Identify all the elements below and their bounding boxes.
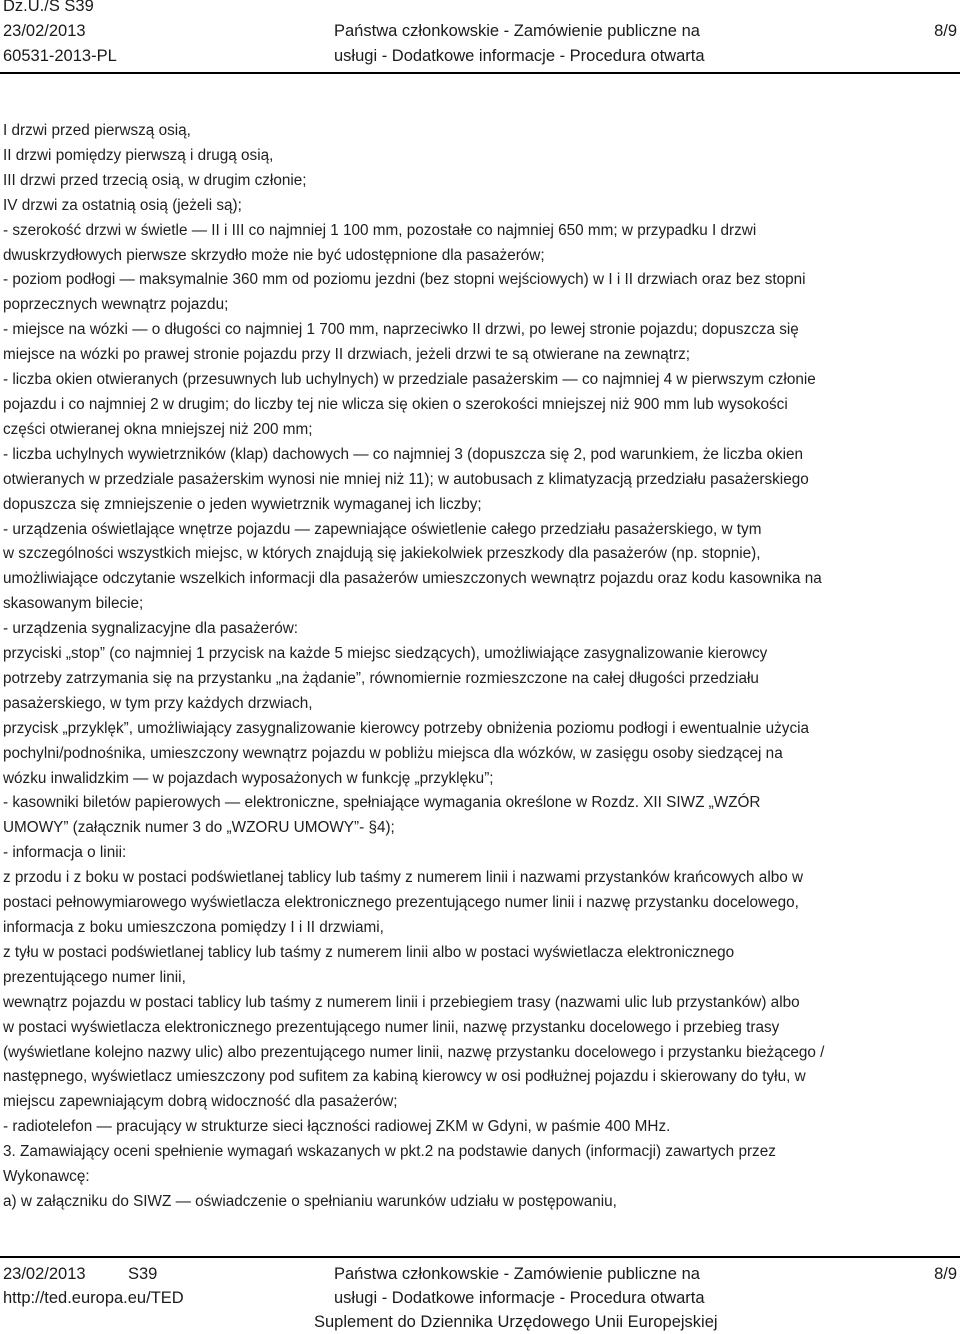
text-line: - urządzenia oświetlające wnętrze pojazdu — zapewniające oświetlenie całego przedziału pasażerskiego, w tym	[3, 520, 762, 538]
footer-supplement: Suplement do Dziennika Urzędowego Unii Europejskiej	[314, 1313, 718, 1331]
text-line: II drzwi pomiędzy pierwszą i drugą osią,	[3, 146, 274, 164]
journal-reference: Dz.U./S S39	[3, 0, 94, 15]
text-line: Wykonawcę:	[3, 1168, 90, 1186]
text-line: wózku inwalidzkim — w pojazdach wyposażonych w funkcję „przyklęku”;	[3, 769, 494, 787]
text-line: w postaci wyświetlacza elektronicznego prezentującego numer linii, nazwę przystanku docelowego i przebieg trasy	[3, 1018, 780, 1036]
text-line: informacja z boku umieszczona pomiędzy I i II drzwiami,	[3, 919, 384, 936]
text-line: z przodu i z boku w postaci podświetlanej tablicy lub taśmy z numerem linii i nazwami przystanków krańcowych albo w	[3, 869, 804, 887]
text-line: przyciski „stop” (co najmniej 1 przycisk na każde 5 miejsc siedzących), umożliwiające zasygnalizowanie kierowcy	[3, 645, 768, 663]
text-line: następnego, wyświetlacz umieszczony pod sufitem za kabiną kierowcy w osi podłużnej pojazdu i skierowany do tyłu, w	[3, 1068, 806, 1086]
footer-title-line-1: Państwa członkowskie - Zamówienie publiczne na	[334, 1265, 700, 1283]
text-line: UMOWY” (załącznik numer 3 do „WZORU UMOWY”- §4);	[3, 819, 395, 837]
text-line: IV drzwi za ostatnią osią (jeżeli są);	[3, 196, 242, 214]
text-line: I drzwi przed pierwszą osią,	[3, 122, 191, 139]
text-line: pasażerskiego, w tym przy każdych drzwiach,	[3, 694, 313, 712]
text-line: III drzwi przed trzecią osią, w drugim członie;	[3, 171, 307, 189]
text-line: z tyłu w postaci podświetlanej tablicy lub taśmy z numerem linii albo w postaci wyświetlacza elektronicznego	[3, 943, 735, 961]
header-rule	[0, 72, 960, 74]
footer-url[interactable]: http://ted.europa.eu/TED	[3, 1289, 184, 1307]
text-line: - radiotelefon — pracujący w strukturze sieci łączności radiowej ZKM w Gdyni, w paśmie 400 MHz.	[3, 1118, 671, 1136]
header-date: 23/02/2013	[3, 22, 86, 40]
text-line: pojazdu i co najmniej 2 w drugim; do liczby tej nie wlicza się okien o szerokości mniejszej niż 900 mm lub wysokości	[3, 395, 788, 413]
text-line: - poziom podłogi — maksymalnie 360 mm od poziomu jezdni (bez stopni wejściowych) w I i II drzwiach oraz bez stopni	[3, 271, 806, 289]
text-line: umożliwiające odczytanie wszelkich informacji dla pasażerów umieszczonych wewnątrz pojazdu oraz kodu kasownika na	[3, 570, 822, 588]
text-line: (wyświetlane kolejno nazwy ulic) albo prezentującego numer linii, nazwę przystanku docelowego i przystanku bieżącego /	[3, 1043, 825, 1061]
text-line: pochylni/podnośnika, umieszczony wewnątrz pojazdu w pobliżu miejsca dla wózków, w zasięgu osoby siedzącej na	[3, 744, 783, 762]
text-line: postaci pełnowymiarowego wyświetlacza elektronicznego prezentującego numer linii i nazwę przystanku docelowego,	[3, 894, 799, 912]
header-title-line-2: usługi - Dodatkowe informacje - Procedura otwarta	[334, 47, 705, 65]
footer-rule	[0, 1256, 960, 1258]
text-line: - liczba uchylnych wywietrzników (klap) dachowych — co najmniej 3 (dopuszcza się 2, pod warunkiem, że liczba okien	[3, 445, 804, 463]
header-title-line-1: Państwa członkowskie - Zamówienie publiczne na	[334, 22, 700, 40]
text-line: prezentującego numer linii,	[3, 968, 186, 986]
text-line: - szerokość drzwi w świetle — II i III co najmniej 1 100 mm, pozostałe co najmniej 650 mm; w przypadku I drzwi	[3, 221, 757, 239]
text-line: części otwieranej okna mniejszej niż 200 mm;	[3, 420, 313, 438]
document-body	[3, 119, 957, 1215]
text-line: wewnątrz pojazdu w postaci tablicy lub taśmy z numerem linii i przebiegiem trasy (nazwami ulic lub przystanków) albo	[3, 993, 800, 1011]
footer-page-number: 8/9	[934, 1265, 957, 1283]
text-line: poprzecznych wewnątrz pojazdu;	[3, 296, 229, 314]
text-line: dwuskrzydłowych pierwsze skrzydło może nie być udostępnione dla pasażerów;	[3, 246, 545, 264]
text-line: - kasowniki biletów papierowych — elektroniczne, spełniające wymagania określone w Rozdz. XII SIWZ „WZÓR	[3, 794, 761, 812]
text-line: skasowanym bilecie;	[3, 595, 144, 613]
text-line: - urządzenia sygnalizacyjne dla pasażerów:	[3, 620, 299, 638]
text-line: przycisk „przyklęk”, umożliwiający zasygnalizowanie kierowcy potrzeby obniżenia poziomu podłogi i ewentualnie użycia	[3, 719, 809, 737]
footer-issue: S39	[128, 1265, 158, 1283]
text-line: otwieranych w przedziale pasażerskim wynosi nie mniej niż 11); w autobusach z klimatyzacją przedziału pasażerskiego	[3, 470, 809, 488]
text-line: - informacja o linii:	[3, 844, 127, 862]
text-line: - liczba okien otwieranych (przesuwnych lub uchylnych) w przedziale pasażerskim — co najmniej 4 w pierwszym członie	[3, 371, 816, 389]
text-line: dopuszcza się zmniejszenie o jeden wywietrznik wymaganej ich liczby;	[3, 495, 482, 513]
text-line: 3. Zamawiający oceni spełnienie wymagań wskazanych w pkt.2 na podstawie danych (informacji) zawartych przez	[3, 1143, 776, 1161]
notice-number: 60531-2013-PL	[3, 47, 117, 65]
header-page-number: 8/9	[934, 22, 957, 40]
footer-date: 23/02/2013	[3, 1265, 86, 1283]
footer-title-line-2: usługi - Dodatkowe informacje - Procedura otwarta	[334, 1289, 705, 1307]
text-line: miejscu zapewniającym dobrą widoczność dla pasażerów;	[3, 1093, 398, 1111]
text-line: miejsce na wózki po prawej stronie pojazdu przy II drzwiach, jeżeli drzwi te są otwierane na zewnątrz;	[3, 346, 690, 364]
text-line: w szczególności wszystkich miejsc, w których znajdują się jakiekolwiek przeszkody dla pasażerów (np. stopnie),	[3, 545, 761, 563]
text-line: potrzeby zatrzymania się na przystanku „na żądanie”, równomiernie rozmieszczone na całej długości przedziału	[3, 669, 759, 687]
text-line: - miejsce na wózki — o długości co najmniej 1 700 mm, naprzeciwko II drzwi, po lewej stronie pojazdu; dopuszcza się	[3, 321, 799, 339]
text-line: a) w załączniku do SIWZ — oświadczenie o spełnianiu warunków udziału w postępowaniu,	[3, 1192, 617, 1210]
